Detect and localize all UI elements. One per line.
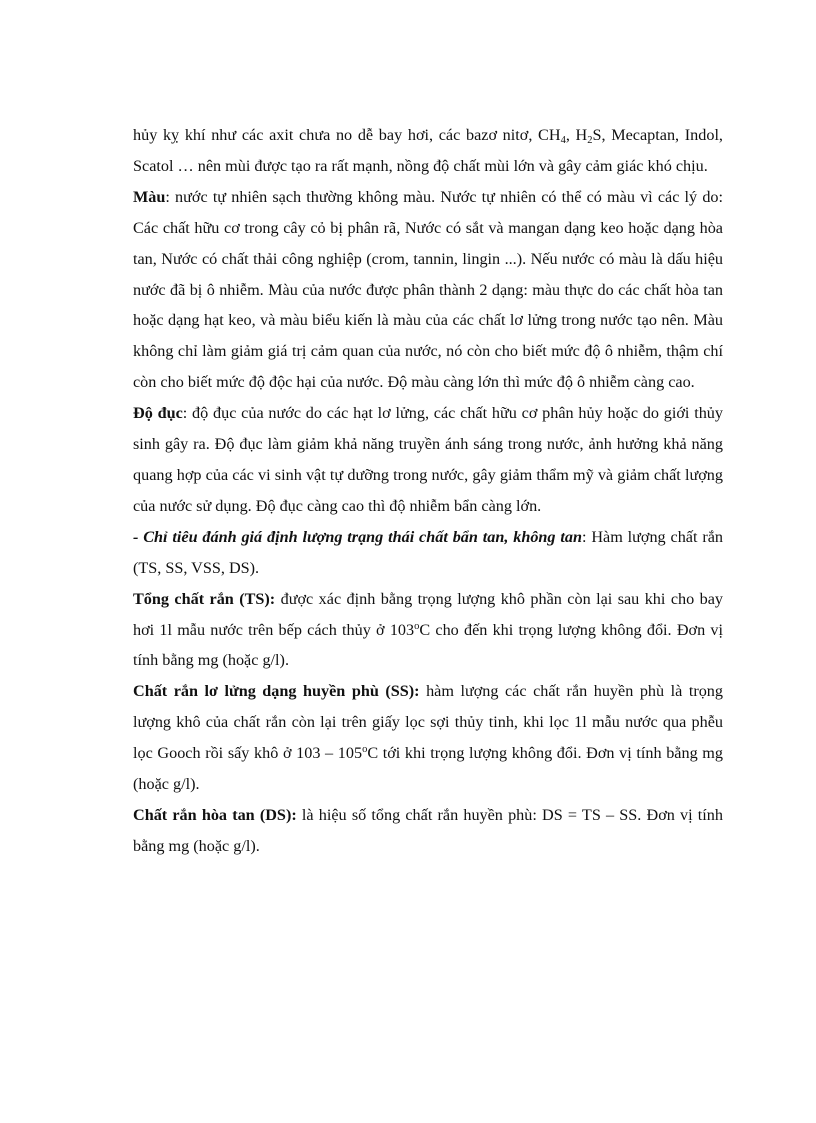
total-solids-term: Tổng chất rắn (TS): <box>133 589 276 608</box>
criteria-term: - Chỉ tiêu đánh giá định lượng trạng thái chất bẩn tan, không tan <box>133 527 582 546</box>
paragraph-odor-continuation <box>133 120 723 182</box>
paragraph-total-solids <box>133 584 723 677</box>
odor-text-part-2: , H <box>565 126 588 144</box>
color-term: Màu <box>133 187 166 206</box>
degree-superscript: o <box>414 620 420 632</box>
paragraph-color <box>133 182 723 398</box>
document-page <box>133 120 723 862</box>
criteria-text: : Hàm lượng chất rắn (TS, SS, VSS, DS). <box>133 527 723 577</box>
suspended-solids-text-1: hàm lượng các chất rắn huyền phù là trọng lượng khô của chất rắn còn lại trên giấy lọc sợi thủy tinh, khi lọc 1l mẫu nước qua phễu lọc Gooch rồi sấy khô ở 103 – 105 <box>133 682 723 763</box>
paragraph-suspended-solids <box>133 676 723 800</box>
dissolved-solids-term: Chất rắn hòa tan (DS): <box>133 805 297 824</box>
total-solids-text-2: C cho đến khi trọng lượng không đổi. Đơn vị tính bằng mg (hoặc g/l). <box>133 620 723 670</box>
paragraph-turbidity <box>133 398 723 522</box>
suspended-solids-term: Chất rắn lơ lửng dạng huyền phù (SS): <box>133 682 420 701</box>
degree-superscript: o <box>362 744 368 756</box>
ch4-subscript: 4 <box>560 135 566 146</box>
total-solids-text-1: được xác định bằng trọng lượng khô phần còn lại sau khi cho bay hơi 1l mẫu nước trên bếp cách thủy ở 103 <box>133 589 723 639</box>
paragraph-criteria <box>133 522 723 584</box>
odor-text-part-1: hủy kỵ khí như các axit chưa no dễ bay hơi, các bazơ nitơ, CH <box>133 126 561 144</box>
suspended-solids-text-2: C tới khi trọng lượng không đổi. Đơn vị tính bằng mg (hoặc g/l). <box>133 744 723 794</box>
odor-text-part-3: S, Mecaptan, Indol, Scatol … nên mùi được tạo ra rất mạnh, nồng độ chất mùi lớn và gây cảm giác khó chịu. <box>133 126 723 175</box>
paragraph-dissolved-solids <box>133 800 723 862</box>
turbidity-term: Độ đục <box>133 404 183 423</box>
color-text: : nước tự nhiên sạch thường không màu. Nước tự nhiên có thể có màu vì các lý do: Các chất hữu cơ trong cây cỏ bị phân rã, Nước có sắt và mangan dạng keo hoặc dạng hòa tan, Nước có chất thải công nghiệp (crom, tannin, lingin ...). Nếu nước có màu là dấu hiệu nước đã bị ô nhiễm. Màu của nước được phân thành 2 dạng: màu thực do các chất hòa tan hoặc dạng hạt keo, và màu biểu kiến là màu của các chất lơ lửng trong nước tạo nên. Màu không chỉ làm giảm giá trị cảm quan của nước, nó còn cho biết mức độ ô nhiễm, thậm chí còn cho biết mức độ độc hại của nước. Độ màu càng lớn thì mức độ ô nhiễm càng cao. <box>133 187 723 392</box>
dissolved-solids-text: là hiệu số tổng chất rắn huyền phù: DS = TS – SS. Đơn vị tính bằng mg (hoặc g/l). <box>133 805 723 855</box>
h2s-subscript: 2 <box>587 135 593 146</box>
turbidity-text: : độ đục của nước do các hạt lơ lửng, các chất hữu cơ phân hủy hoặc do giới thủy sinh gây ra. Độ đục làm giảm khả năng truyền ánh sáng trong nước, ảnh hưởng khả năng quang hợp của các vi sinh vật tự dưỡng trong nước, gây giảm thẩm mỹ và giảm chất lượng của nước sử dụng. Độ đục càng cao thì độ nhiễm bẩn càng lớn. <box>133 404 723 515</box>
